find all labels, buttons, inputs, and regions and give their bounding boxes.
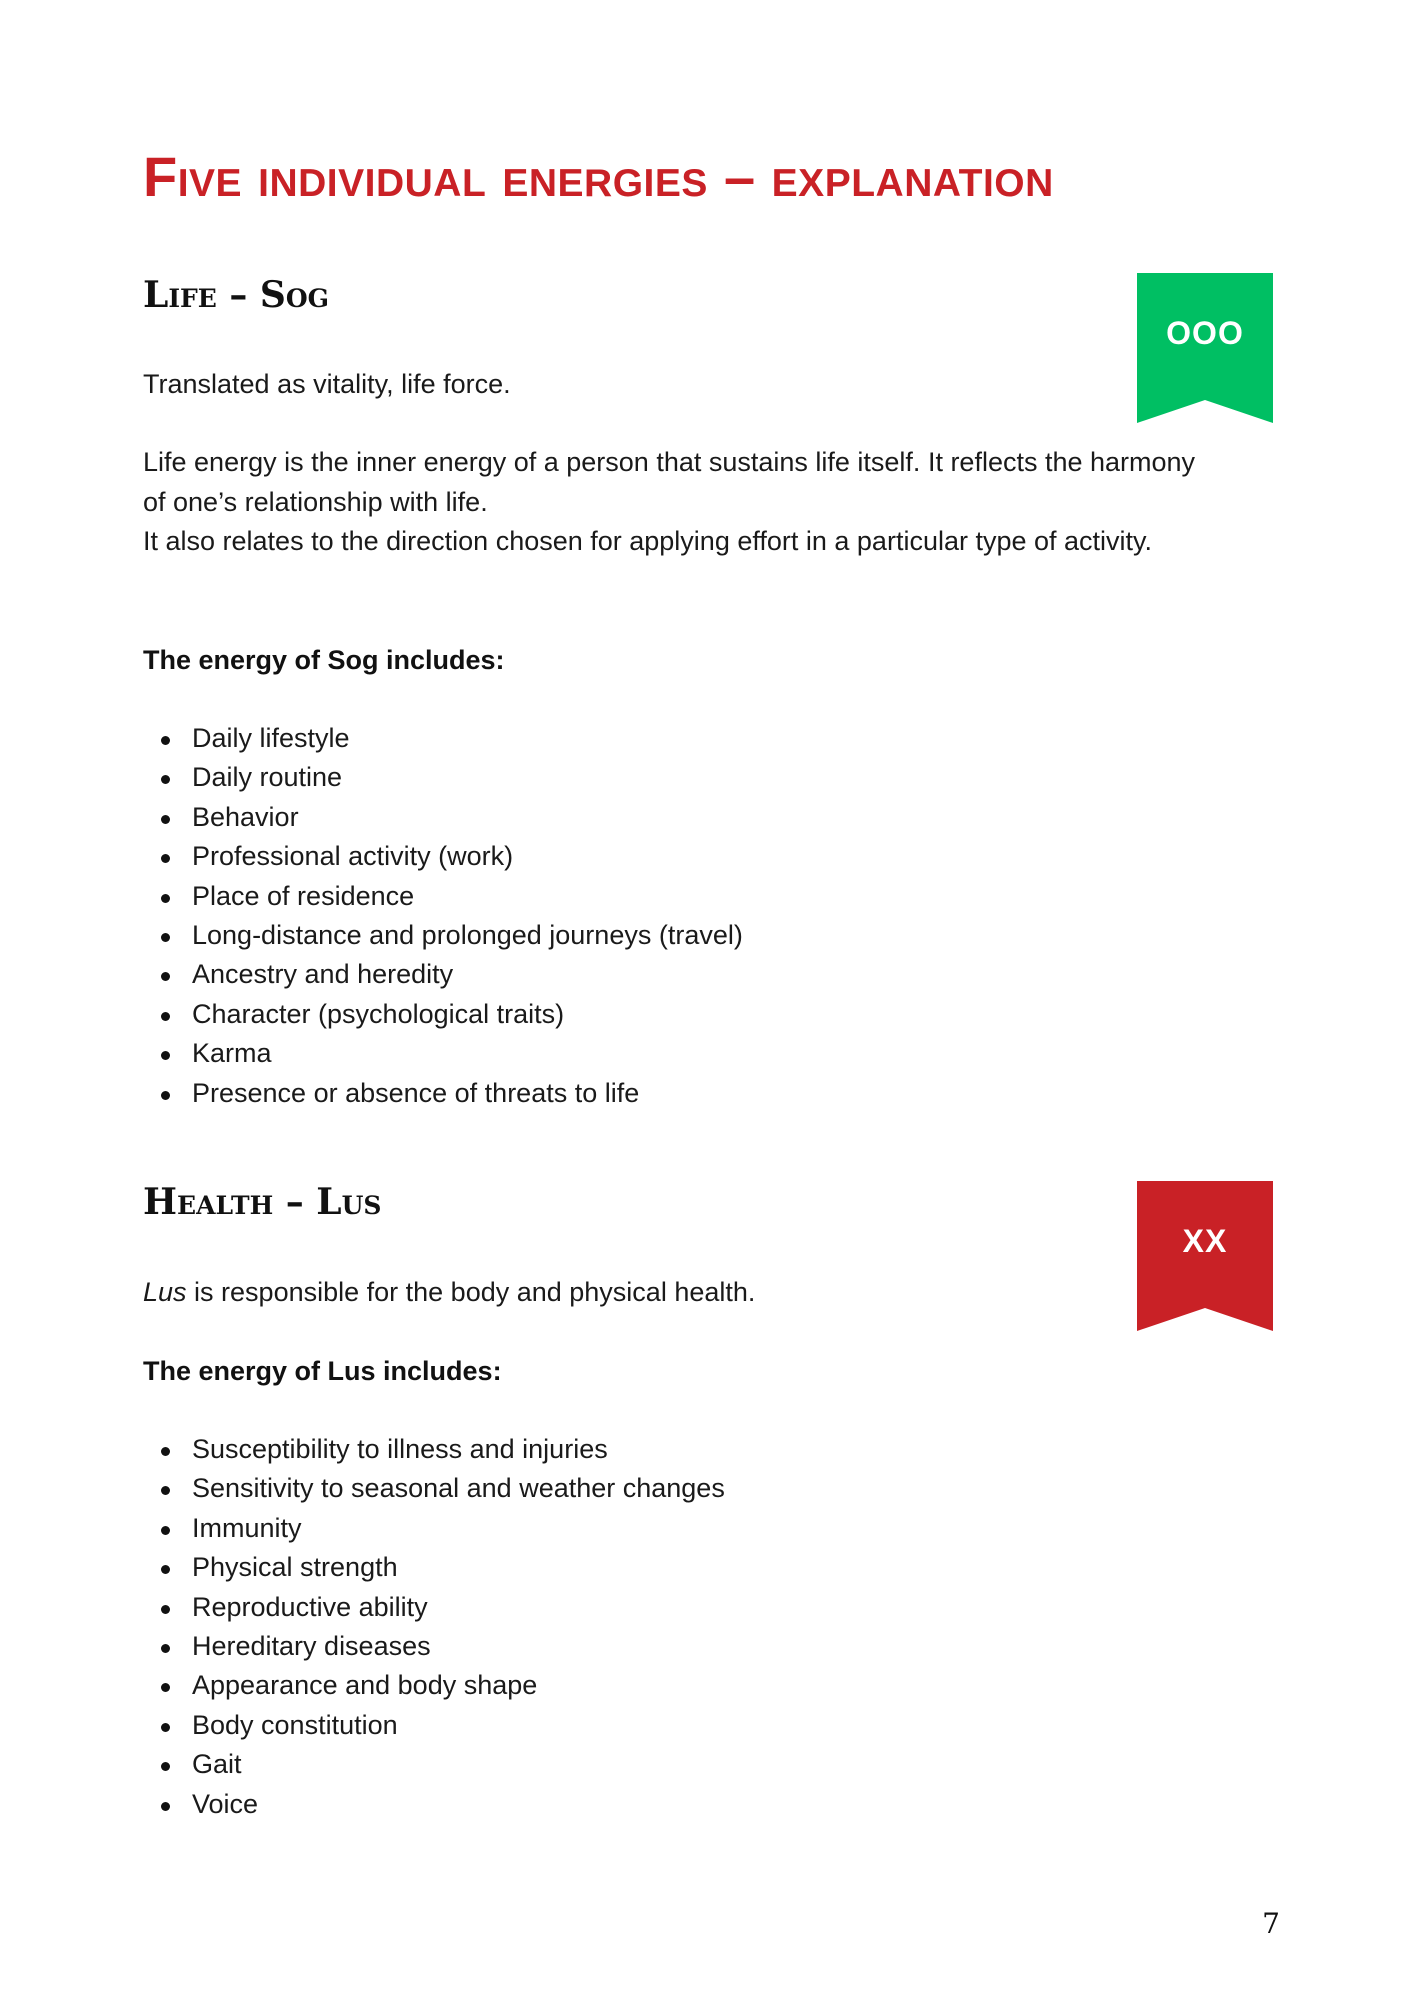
intro-term: Lus — [143, 1277, 187, 1307]
list-item: Reproductive ability — [143, 1588, 725, 1627]
list-item: Voice — [143, 1785, 725, 1824]
bullet-icon — [161, 1051, 170, 1060]
includes-list-sog — [143, 719, 743, 1113]
description-line-1: Life energy is the inner energy of a person that sustains life itself. It reflects the harmony of one’s relationship with life. — [143, 447, 1196, 517]
list-item: Professional activity (work) — [143, 837, 743, 876]
list-item: Behavior — [143, 798, 743, 837]
bullet-icon — [161, 736, 170, 745]
intro-text: Translated as vitality, life force. — [143, 369, 511, 399]
list-item: Sensitivity to seasonal and weather changes — [143, 1469, 725, 1508]
list-item: Hereditary diseases — [143, 1627, 725, 1666]
bullet-icon — [161, 1723, 170, 1732]
bullet-icon — [161, 854, 170, 863]
list-item: Ancestry and heredity — [143, 955, 743, 994]
bullet-icon — [161, 1447, 170, 1456]
list-item: Place of residence — [143, 877, 743, 916]
intro-rest: is responsible for the body and physical health. — [186, 1277, 756, 1307]
list-item: Karma — [143, 1034, 743, 1073]
badge-label: OOO — [1166, 315, 1244, 351]
bullet-icon — [161, 972, 170, 981]
bullet-icon — [161, 1486, 170, 1495]
description-paragraph — [143, 443, 1223, 562]
list-item: Body constitution — [143, 1706, 725, 1745]
bullet-icon — [161, 815, 170, 824]
list-item: Daily routine — [143, 758, 743, 797]
includes-label: The energy of Lus includes: — [143, 1356, 502, 1386]
intro-text — [143, 1273, 1223, 1313]
bullet-icon — [161, 933, 170, 942]
list-item: Long-distance and prolonged journeys (travel) — [143, 916, 743, 955]
section-heading-life-sog: Life – Sog — [143, 274, 330, 316]
list-item: Daily lifestyle — [143, 719, 743, 758]
badge-label: XX — [1182, 1223, 1228, 1259]
list-item: Immunity — [143, 1509, 725, 1548]
bullet-icon — [161, 894, 170, 903]
page-title: Five individual energies – explanation — [143, 145, 1054, 208]
page-number: 7 — [1262, 1907, 1280, 1940]
list-item: Appearance and body shape — [143, 1666, 725, 1705]
bullet-icon — [161, 1012, 170, 1021]
section-heading-health-lus: Health – Lus — [143, 1181, 382, 1223]
includes-label: The energy of Sog includes: — [143, 645, 505, 675]
includes-list-lus — [143, 1430, 725, 1824]
description-line-2: It also relates to the direction chosen for applying effort in a particular type of activity. — [143, 526, 1153, 556]
list-item: Susceptibility to illness and injuries — [143, 1430, 725, 1469]
bullet-icon — [161, 1762, 170, 1771]
list-item: Gait — [143, 1745, 725, 1784]
bullet-icon — [161, 1683, 170, 1692]
bullet-icon — [161, 775, 170, 784]
bullet-icon — [161, 1565, 170, 1574]
list-item: Physical strength — [143, 1548, 725, 1587]
bullet-icon — [161, 1091, 170, 1100]
bullet-icon — [161, 1802, 170, 1811]
list-item: Character (psychological traits) — [143, 995, 743, 1034]
bullet-icon — [161, 1526, 170, 1535]
list-item: Presence or absence of threats to life — [143, 1074, 743, 1113]
bullet-icon — [161, 1605, 170, 1614]
bullet-icon — [161, 1644, 170, 1653]
